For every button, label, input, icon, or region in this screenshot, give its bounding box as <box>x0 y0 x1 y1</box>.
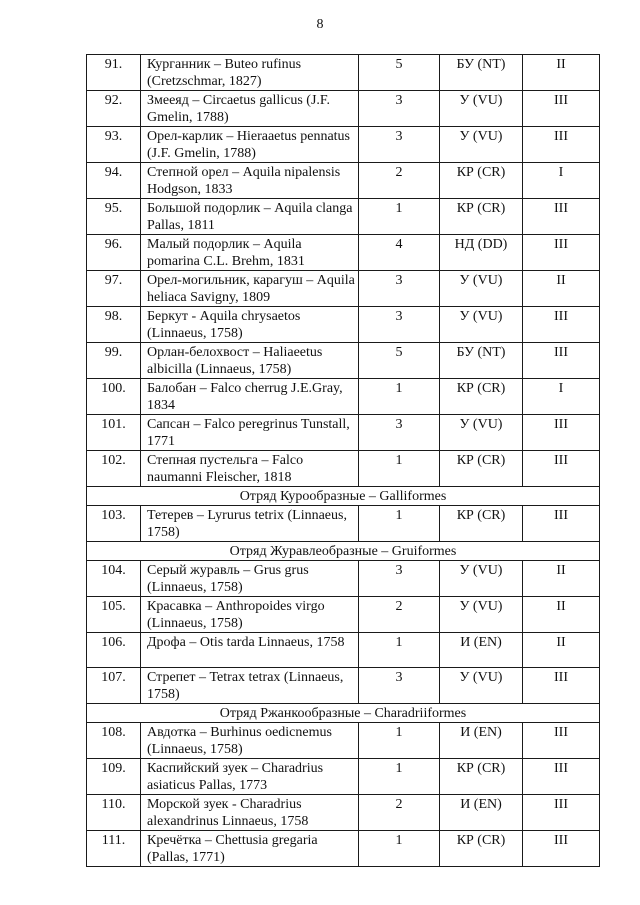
section-title: Отряд Журавлеобразные – Gruiformes <box>87 542 600 561</box>
status-value: КР (CR) <box>440 831 523 867</box>
species-name: Тетерев – Lyrurus tetrix (Linnaeus, 1758) <box>141 506 359 542</box>
species-name: Орел-могильник, карагуш – Aquila heliaca Savigny, 1809 <box>141 271 359 307</box>
group-value: III <box>523 668 600 704</box>
group-value: III <box>523 127 600 163</box>
status-value: У (VU) <box>440 561 523 597</box>
row-number: 107. <box>87 668 141 704</box>
table-row <box>87 127 600 163</box>
table-row <box>87 831 600 867</box>
row-number: 96. <box>87 235 141 271</box>
status-value: И (EN) <box>440 723 523 759</box>
group-value: II <box>523 561 600 597</box>
category-value: 3 <box>359 271 440 307</box>
category-value: 1 <box>359 633 440 668</box>
category-value: 3 <box>359 668 440 704</box>
group-value: III <box>523 831 600 867</box>
species-table <box>86 54 600 867</box>
status-value: БУ (NT) <box>440 343 523 379</box>
row-number: 92. <box>87 91 141 127</box>
status-value: У (VU) <box>440 271 523 307</box>
table-row <box>87 235 600 271</box>
status-value: КР (CR) <box>440 451 523 487</box>
species-name: Орел-карлик – Hieraaetus pennatus (J.F. Gmelin, 1788) <box>141 127 359 163</box>
species-name: Беркут - Aquila chrysaetos (Linnaeus, 1758) <box>141 307 359 343</box>
table-row <box>87 307 600 343</box>
species-name: Змееяд – Circaetus gallicus (J.F. Gmelin, 1788) <box>141 91 359 127</box>
species-name: Авдотка – Burhinus oedicnemus (Linnaeus, 1758) <box>141 723 359 759</box>
species-name: Дрофа – Otis tarda Linnaeus, 1758 <box>141 633 359 668</box>
page-number: 8 <box>316 17 324 32</box>
category-value: 1 <box>359 723 440 759</box>
group-value: II <box>523 597 600 633</box>
row-number: 110. <box>87 795 141 831</box>
species-table-body <box>87 55 600 867</box>
status-value: У (VU) <box>440 415 523 451</box>
category-value: 3 <box>359 127 440 163</box>
status-value: КР (CR) <box>440 759 523 795</box>
group-value: II <box>523 633 600 668</box>
species-name: Серый журавль – Grus grus (Linnaeus, 1758) <box>141 561 359 597</box>
status-value: КР (CR) <box>440 163 523 199</box>
category-value: 4 <box>359 235 440 271</box>
species-name: Курганник – Buteo rufinus (Cretzschmar, 1827) <box>141 55 359 91</box>
row-number: 100. <box>87 379 141 415</box>
table-row <box>87 561 600 597</box>
table-row <box>87 759 600 795</box>
row-number: 109. <box>87 759 141 795</box>
species-name: Кречётка – Chettusia gregaria (Pallas, 1771) <box>141 831 359 867</box>
status-value: КР (CR) <box>440 506 523 542</box>
species-name: Степная пустельга – Falco naumanni Fleischer, 1818 <box>141 451 359 487</box>
table-row <box>87 506 600 542</box>
species-name: Орлан-белохвост – Haliaeetus albicilla (Linnaeus, 1758) <box>141 343 359 379</box>
status-value: У (VU) <box>440 597 523 633</box>
status-value: И (EN) <box>440 795 523 831</box>
group-value: III <box>523 235 600 271</box>
table-row <box>87 451 600 487</box>
table-row <box>87 795 600 831</box>
row-number: 108. <box>87 723 141 759</box>
row-number: 101. <box>87 415 141 451</box>
group-value: III <box>523 307 600 343</box>
category-value: 5 <box>359 55 440 91</box>
category-value: 1 <box>359 379 440 415</box>
section-header-row <box>87 704 600 723</box>
table-row <box>87 163 600 199</box>
row-number: 104. <box>87 561 141 597</box>
row-number: 103. <box>87 506 141 542</box>
group-value: II <box>523 271 600 307</box>
category-value: 1 <box>359 831 440 867</box>
section-header-row <box>87 487 600 506</box>
status-value: У (VU) <box>440 307 523 343</box>
group-value: I <box>523 379 600 415</box>
table-row <box>87 668 600 704</box>
group-value: III <box>523 343 600 379</box>
row-number: 111. <box>87 831 141 867</box>
table-row <box>87 633 600 668</box>
row-number: 105. <box>87 597 141 633</box>
status-value: И (EN) <box>440 633 523 668</box>
section-header-row <box>87 542 600 561</box>
group-value: III <box>523 199 600 235</box>
category-value: 2 <box>359 597 440 633</box>
table-row <box>87 55 600 91</box>
category-value: 3 <box>359 307 440 343</box>
group-value: III <box>523 506 600 542</box>
species-name: Степной орел – Aquila nipalensis Hodgson, 1833 <box>141 163 359 199</box>
row-number: 102. <box>87 451 141 487</box>
group-value: III <box>523 723 600 759</box>
row-number: 93. <box>87 127 141 163</box>
status-value: У (VU) <box>440 127 523 163</box>
category-value: 1 <box>359 199 440 235</box>
status-value: НД (DD) <box>440 235 523 271</box>
group-value: III <box>523 759 600 795</box>
status-value: КР (CR) <box>440 379 523 415</box>
table-row <box>87 343 600 379</box>
row-number: 94. <box>87 163 141 199</box>
category-value: 3 <box>359 415 440 451</box>
species-name: Каспийский зуек – Charadrius asiaticus Pallas, 1773 <box>141 759 359 795</box>
status-value: У (VU) <box>440 91 523 127</box>
category-value: 1 <box>359 759 440 795</box>
group-value: III <box>523 795 600 831</box>
category-value: 5 <box>359 343 440 379</box>
row-number: 97. <box>87 271 141 307</box>
category-value: 2 <box>359 795 440 831</box>
species-name: Большой подорлик – Aquila clanga Pallas, 1811 <box>141 199 359 235</box>
row-number: 99. <box>87 343 141 379</box>
category-value: 3 <box>359 91 440 127</box>
status-value: БУ (NT) <box>440 55 523 91</box>
category-value: 3 <box>359 561 440 597</box>
group-value: III <box>523 451 600 487</box>
status-value: КР (CR) <box>440 199 523 235</box>
table-row <box>87 597 600 633</box>
section-title: Отряд Курообразные – Galliformes <box>87 487 600 506</box>
row-number: 95. <box>87 199 141 235</box>
table-row <box>87 723 600 759</box>
table-row <box>87 271 600 307</box>
row-number: 106. <box>87 633 141 668</box>
species-name: Морской зуек - Charadrius alexandrinus Linnaeus, 1758 <box>141 795 359 831</box>
group-value: III <box>523 415 600 451</box>
section-title: Отряд Ржанкообразные – Charadriiformes <box>87 704 600 723</box>
table-row <box>87 91 600 127</box>
species-name: Балобан – Falco cherrug J.E.Gray, 1834 <box>141 379 359 415</box>
table-row <box>87 199 600 235</box>
group-value: I <box>523 163 600 199</box>
species-name: Сапсан – Falco peregrinus Tunstall, 1771 <box>141 415 359 451</box>
species-name: Стрепет – Tetrax tetrax (Linnaeus, 1758) <box>141 668 359 704</box>
category-value: 1 <box>359 506 440 542</box>
category-value: 2 <box>359 163 440 199</box>
species-name: Малый подорлик – Aquila pomarina C.L. Brehm, 1831 <box>141 235 359 271</box>
group-value: III <box>523 91 600 127</box>
table-row <box>87 415 600 451</box>
row-number: 98. <box>87 307 141 343</box>
group-value: II <box>523 55 600 91</box>
category-value: 1 <box>359 451 440 487</box>
species-name: Красавка – Anthropoides virgo (Linnaeus, 1758) <box>141 597 359 633</box>
row-number: 91. <box>87 55 141 91</box>
table-row <box>87 379 600 415</box>
status-value: У (VU) <box>440 668 523 704</box>
